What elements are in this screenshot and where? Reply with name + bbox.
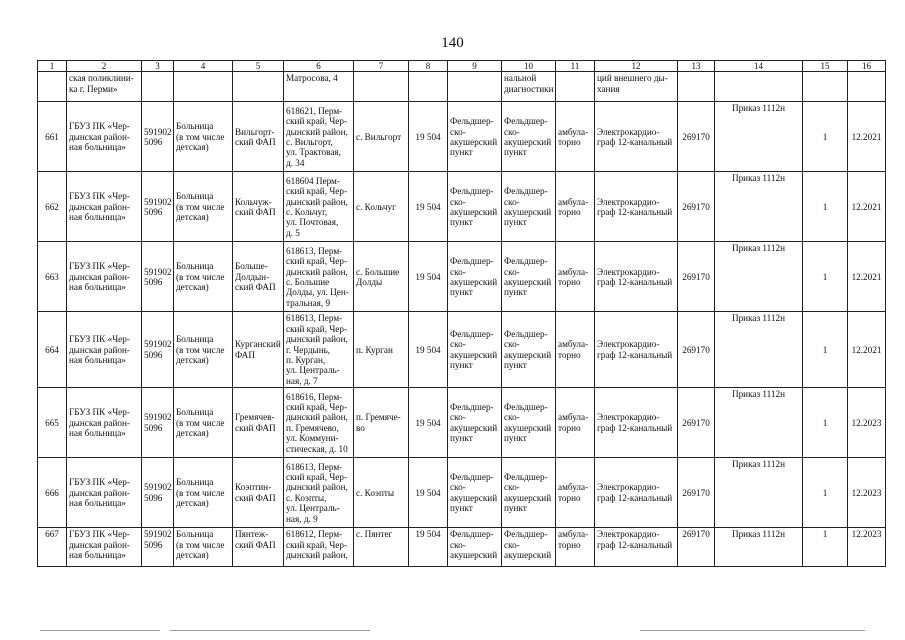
unit-name-cell: Гремячев- ский ФАП [233,388,284,458]
cell [556,72,595,102]
header-cell: 9 [448,61,502,72]
facility-type-cell: Больница (в том числе детская) [174,528,233,567]
date-cell: 12.2021 [848,312,886,388]
quantity-cell: 1 [803,172,848,242]
order-cell: Приказ 1112н [715,528,803,567]
department-cell: Фельдшер- ско- акушерский пункт [502,242,556,312]
row-number-cell: 666 [38,458,67,528]
cell [354,72,409,102]
row-number-cell: 663 [38,242,67,312]
cell: ская поликлини- ка г. Перми» [67,72,142,102]
address-cell: 618613, Перм- ский край, Чер- дынский район, с. Большие Долды, ул. Цен- тральная, 9 [284,242,354,312]
facility-type-cell: Больница (в том числе детская) [174,312,233,388]
row-number-cell: 661 [38,102,67,172]
cell [409,72,448,102]
row-number-cell: 667 [38,528,67,567]
population-cell: 19 504 [409,458,448,528]
quantity-cell: 1 [803,388,848,458]
care-condition-cell: амбула- торно [556,458,595,528]
cell: Матросова, 4 [284,72,354,102]
population-cell: 19 504 [409,312,448,388]
cell [142,72,174,102]
cell [233,72,284,102]
header-cell: 2 [67,61,142,72]
population-cell: 19 504 [409,528,448,567]
cell [174,72,233,102]
page-number: 140 [441,35,464,51]
facility-type-cell: Больница (в том числе детская) [174,102,233,172]
code-13-cell: 269170 [678,242,715,312]
department-cell: Фельдшер- ско- акушерский пункт [502,458,556,528]
equipment-cell: Электрокардио- граф 12-канальный [595,172,678,242]
organization-cell: ГБУЗ ПК «Чер- дынская район- ная больница» [67,172,142,242]
footer-rule [640,630,865,631]
equipment-cell: Электрокардио- граф 12-канальный [595,242,678,312]
order-cell: Приказ 1112н [715,458,803,528]
address-cell: 618604 Перм- ский край, Чер- дынский район, с. Кольчуг, ул. Почтовая, д. 5 [284,172,354,242]
quantity-cell: 1 [803,312,848,388]
locality-cell: с. Вильгорт [354,102,409,172]
population-cell: 19 504 [409,102,448,172]
population-cell: 19 504 [409,388,448,458]
header-cell: 1 [38,61,67,72]
cell [38,72,67,102]
header-cell: 5 [233,61,284,72]
unit-name-cell: Курганский ФАП [233,312,284,388]
care-condition-cell: амбула- торно [556,172,595,242]
department-cell: Фельдшер- ско- акушерский пункт [502,172,556,242]
header-cell: 4 [174,61,233,72]
organization-cell: ГБУЗ ПК «Чер- дынская район- ная больница» [67,528,142,567]
care-condition-cell: амбула- торно [556,102,595,172]
facility-kind-cell: Фельдшер- ско- акушерский пункт [448,388,502,458]
address-cell: 618613, Перм- ский край, Чер- дынский район, г. Чердынь, п. Курган, ул. Централь- ная, д. 7 [284,312,354,388]
code-cell: 591902 5096 [142,312,174,388]
code-13-cell: 269170 [678,528,715,567]
code-cell: 591902 5096 [142,172,174,242]
header-cell: 13 [678,61,715,72]
code-cell: 591902 5096 [142,388,174,458]
code-cell: 591902 5096 [142,102,174,172]
address-cell: 618616, Перм- ский край, Чер- дынский район, п. Гремячево, ул. Коммуни- стическая, д. 10 [284,388,354,458]
locality-cell: с. Кольчуг [354,172,409,242]
row-number-cell: 665 [38,388,67,458]
header-row [38,61,886,72]
organization-cell: ГБУЗ ПК «Чер- дынская район- ная больница» [67,458,142,528]
locality-cell: п. Гремяче- во [354,388,409,458]
code-13-cell: 269170 [678,458,715,528]
locality-cell: с. Пянтег [354,528,409,567]
order-cell: Приказ 1112н [715,102,803,172]
cell: нальной диагностики [502,72,556,102]
code-13-cell: 269170 [678,172,715,242]
code-cell: 591902 5096 [142,242,174,312]
row-number-cell: 664 [38,312,67,388]
unit-name-cell: Вильгорт- ский ФАП [233,102,284,172]
equipment-cell: Электрокардио- граф 12-канальный [595,102,678,172]
order-cell: Приказ 1112н [715,242,803,312]
header-cell: 14 [715,61,803,72]
header-cell: 11 [556,61,595,72]
department-cell: Фельдшер- ско- акушерский пункт [502,312,556,388]
code-13-cell: 269170 [678,388,715,458]
order-cell: Приказ 1112н [715,388,803,458]
locality-cell: п. Курган [354,312,409,388]
date-cell: 12.2021 [848,102,886,172]
address-cell: 618621, Перм- ский край, Чер- дынский район, с. Вильгорт, ул. Трактовая, д. 34 [284,102,354,172]
cell [848,72,886,102]
footer-rule [170,630,370,631]
facility-kind-cell: Фельдшер- ско- акушерский пункт [448,102,502,172]
address-cell: 618612, Перм- ский край, Чер- дынский район, [284,528,354,567]
header-cell: 6 [284,61,354,72]
order-cell: Приказ 1112н [715,312,803,388]
care-condition-cell: амбула- торно [556,312,595,388]
facility-kind-cell: Фельдшер- ско- акушерский пункт [448,172,502,242]
unit-name-cell: Больше- Долдын- ский ФАП [233,242,284,312]
facility-type-cell: Больница (в том числе детская) [174,242,233,312]
order-cell: Приказ 1112н [715,172,803,242]
organization-cell: ГБУЗ ПК «Чер- дынская район- ная больница» [67,242,142,312]
cell [715,72,803,102]
unit-name-cell: Пянтеж- ский ФАП [233,528,284,567]
date-cell: 12.2021 [848,172,886,242]
table-row [38,172,886,242]
table-row [38,102,886,172]
population-cell: 19 504 [409,172,448,242]
quantity-cell: 1 [803,242,848,312]
organization-cell: ГБУЗ ПК «Чер- дынская район- ная больница» [67,102,142,172]
cell [803,72,848,102]
header-cell: 16 [848,61,886,72]
header-cell: 7 [354,61,409,72]
code-cell: 591902 5096 [142,458,174,528]
continuation-row [38,72,886,102]
header-cell: 15 [803,61,848,72]
facility-kind-cell: Фельдшер- ско- акушерский пункт [448,242,502,312]
cell [678,72,715,102]
facility-kind-cell: Фельдшер- ско- акушерский пункт [448,458,502,528]
cell: ций внешнего ды- хания [595,72,678,102]
address-cell: 618613, Перм- ский край, Чер- дынский район, с. Коэпты, ул. Централь- ная, д. 9 [284,458,354,528]
code-cell: 591902 5096 [142,528,174,567]
footer-rule [40,630,160,631]
equipment-cell: Электрокардио- граф 12-канальный [595,312,678,388]
date-cell: 12.2021 [848,242,886,312]
registry-table [37,60,886,567]
code-13-cell: 269170 [678,312,715,388]
care-condition-cell: амбула- торно [556,388,595,458]
date-cell: 12.2023 [848,528,886,567]
facility-kind-cell: Фельдшер- ско- акушерский пункт [448,312,502,388]
header-cell: 10 [502,61,556,72]
table-row [38,388,886,458]
care-condition-cell: амбула- торно [556,528,595,567]
code-13-cell: 269170 [678,102,715,172]
care-condition-cell: амбула- торно [556,242,595,312]
department-cell: Фельдшер- ско- акушерский пункт [502,388,556,458]
cell [448,72,502,102]
table-row [38,528,886,567]
facility-type-cell: Больница (в том числе детская) [174,172,233,242]
row-number-cell: 662 [38,172,67,242]
quantity-cell: 1 [803,458,848,528]
quantity-cell: 1 [803,528,848,567]
table-row [38,312,886,388]
date-cell: 12.2023 [848,388,886,458]
locality-cell: с. Большие Долды [354,242,409,312]
table-row [38,242,886,312]
header-cell: 8 [409,61,448,72]
facility-kind-cell: Фельдшер- ско- акушерский [448,528,502,567]
population-cell: 19 504 [409,242,448,312]
organization-cell: ГБУЗ ПК «Чер- дынская район- ная больница» [67,388,142,458]
equipment-cell: Электрокардио- граф 12-канальный [595,388,678,458]
unit-name-cell: Кольчуж- ский ФАП [233,172,284,242]
table-row [38,458,886,528]
unit-name-cell: Коэптин- ский ФАП [233,458,284,528]
department-cell: Фельдшер- ско- акушерский [502,528,556,567]
header-cell: 3 [142,61,174,72]
facility-type-cell: Больница (в том числе детская) [174,388,233,458]
header-cell: 12 [595,61,678,72]
date-cell: 12.2023 [848,458,886,528]
locality-cell: с. Коэпты [354,458,409,528]
organization-cell: ГБУЗ ПК «Чер- дынская район- ная больница» [67,312,142,388]
quantity-cell: 1 [803,102,848,172]
facility-type-cell: Больница (в том числе детская) [174,458,233,528]
equipment-cell: Электрокардио- граф 12-канальный [595,528,678,567]
department-cell: Фельдшер- ско- акушерский пункт [502,102,556,172]
equipment-cell: Электрокардио- граф 12-канальный [595,458,678,528]
